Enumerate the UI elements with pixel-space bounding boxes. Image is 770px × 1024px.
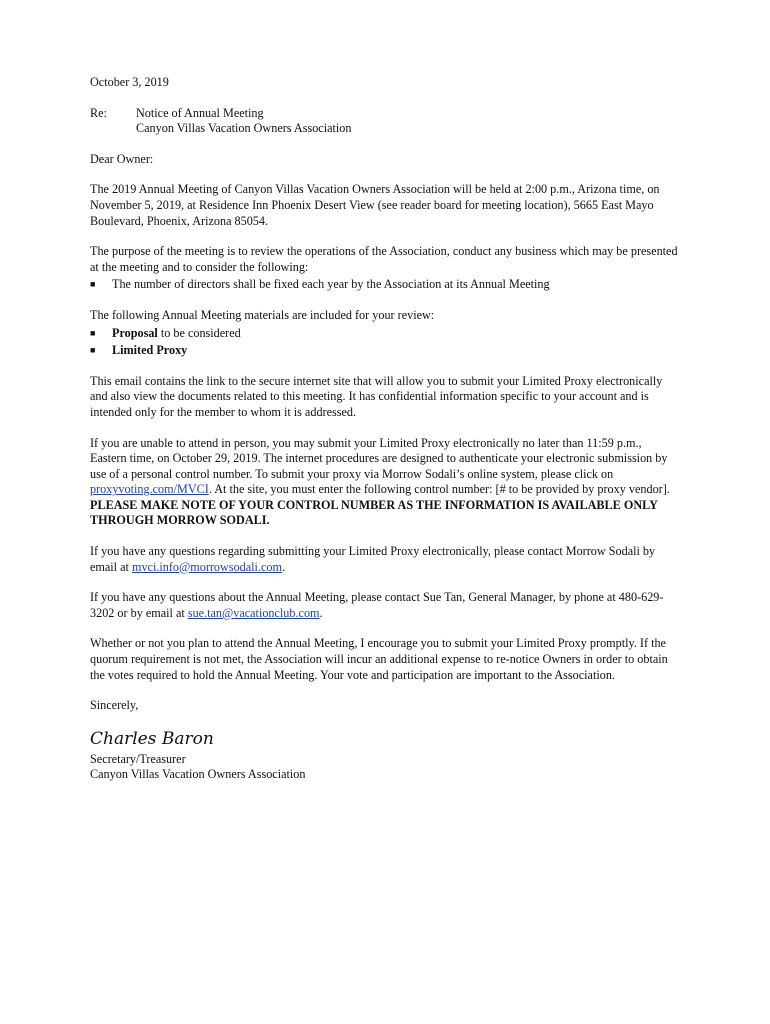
proxy-questions-paragraph bbox=[90, 544, 680, 575]
letter-page bbox=[90, 75, 680, 783]
letter-date: October 3, 2019 bbox=[90, 75, 169, 89]
sue-tan-email-link[interactable]: sue.tan@vacationclub.com bbox=[187, 605, 320, 620]
square-bullet-icon: ■ bbox=[90, 327, 96, 338]
subject-label: Re: bbox=[90, 105, 107, 120]
signer-organization: Canyon Villas Vacation Owners Association bbox=[90, 767, 306, 782]
subject-lines bbox=[136, 106, 351, 137]
salutation: Dear Owner: bbox=[90, 151, 154, 166]
morrow-sodali-email-link[interactable]: mvci.info@morrowsodali.com bbox=[131, 559, 282, 574]
proxy-instructions-paragraph bbox=[90, 436, 680, 530]
list-item bbox=[90, 343, 680, 359]
proxy-voting-link[interactable]: proxyvoting.com/MVCI bbox=[90, 482, 209, 497]
limited-proxy-label: Limited Proxy bbox=[112, 343, 188, 358]
proxy-text-2: . At the site, you must enter the following control number: [# to be provided by proxy vendor]. bbox=[208, 482, 670, 497]
meeting-questions-text: If you have any questions about the Annual Meeting, please contact Sue Tan, General Manager, by phone at 480-629-3202 or by email at bbox=[90, 590, 664, 620]
control-number-warning: PLEASE MAKE NOTE OF YOUR CONTROL NUMBER AS THE INFORMATION IS AVAILABLE ONLY THROUGH MORROW SODALI. bbox=[90, 497, 658, 528]
meeting-questions-paragraph bbox=[90, 590, 680, 621]
subject-line-1: Notice of Annual Meeting bbox=[136, 105, 264, 120]
square-bullet-icon: ■ bbox=[90, 345, 96, 356]
encouragement-paragraph: Whether or not you plan to attend the Annual Meeting, I encourage you to submit your Limited Proxy promptly. If the quorum requirement is not met, the Association will incur an additional expense to re-notice Owners in order to obtain the votes required to hold the Annual Meeting. Your vote and participation are important to the Association. bbox=[90, 636, 668, 682]
subject-line-2: Canyon Villas Vacation Owners Association bbox=[136, 121, 352, 136]
materials-paragraph: The following Annual Meeting materials are included for your review: bbox=[90, 307, 435, 322]
list-item-text bbox=[112, 326, 241, 342]
purpose-list bbox=[90, 277, 680, 293]
meeting-details-paragraph: The 2019 Annual Meeting of Canyon Villas Vacation Owners Association will be held at 2:00 p.m., Arizona time, on November 5, 2019, at Residence Inn Phoenix Desert View (see reader board for meeting location), 5665 East Mayo Boulevard, Phoenix, Arizona 85054. bbox=[90, 182, 660, 228]
email-notice-paragraph: This email contains the link to the secure internet site that will allow you to submit your Limited Proxy electronically and also view the documents related to this meeting. It has confidential information specific to your account and is intended only for the member to whom it is addressed. bbox=[90, 373, 663, 419]
subject-block bbox=[90, 106, 680, 137]
materials-list bbox=[90, 326, 680, 359]
proxy-questions-text: If you have any questions regarding submitting your Limited Proxy electronically, please contact Morrow Sodali by email at bbox=[90, 544, 656, 574]
proposal-label: Proposal bbox=[112, 325, 158, 340]
list-item-text: The number of directors shall be fixed each year by the Association at its Annual Meeting bbox=[112, 277, 550, 292]
signer-title: Secretary/Treasurer bbox=[90, 751, 186, 766]
signature: Charles Baron bbox=[90, 728, 214, 749]
purpose-paragraph: The purpose of the meeting is to review the operations of the Association, conduct any business which may be presented at the meeting and to consider the following: bbox=[90, 244, 678, 274]
proposal-rest: to be considered bbox=[157, 325, 241, 340]
square-bullet-icon: ■ bbox=[90, 279, 96, 290]
list-item bbox=[90, 326, 680, 342]
meeting-questions-end: . bbox=[319, 605, 323, 620]
closing: Sincerely, bbox=[90, 698, 139, 713]
list-item bbox=[90, 277, 680, 293]
proxy-questions-end: . bbox=[281, 559, 286, 574]
proxy-text-1: If you are unable to attend in person, you may submit your Limited Proxy electronically no later than 11:59 p.m., Eastern time, on October 29, 2019. The internet procedures are designed to authenticate your electronic submission by use of a personal control number. To submit your proxy via Morrow Sodali’s online system, please click on bbox=[90, 435, 668, 481]
